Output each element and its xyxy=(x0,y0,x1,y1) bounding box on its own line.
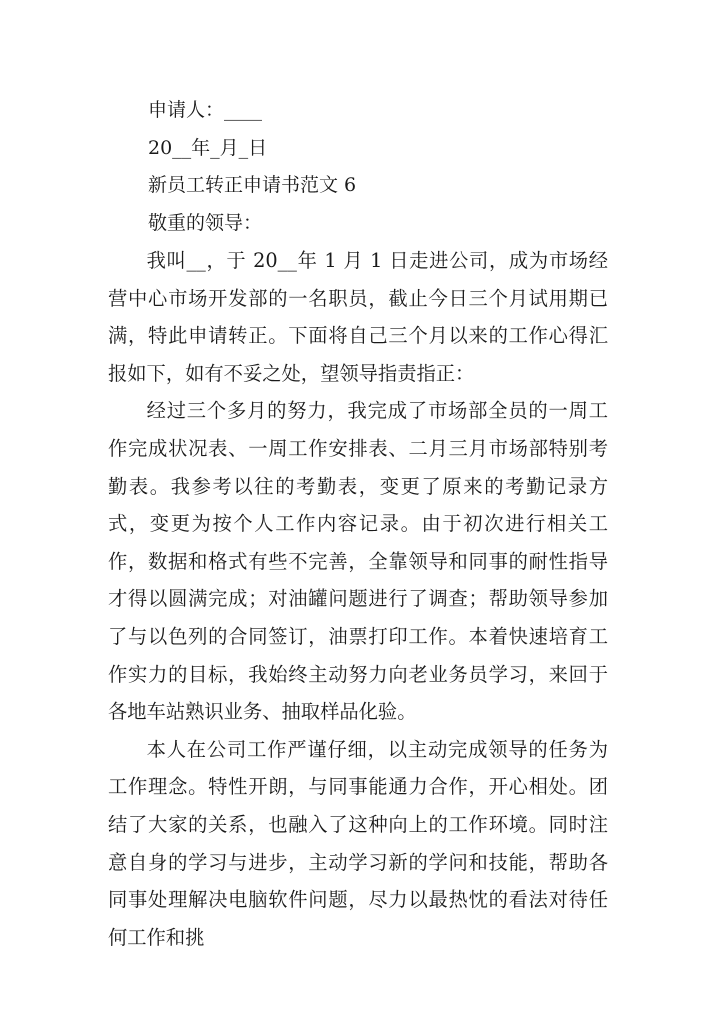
body-paragraph-attitude: 本人在公司工作严谨仔细，以主动完成领导的任务为工作理念。特性开朗，与同事能通力合作，开心相处。团结了大家的关系，也融入了这种向上的工作环境。同时注意自身的学习与进步，主动学习新的学问和技能，帮助各同事处理解决电脑软件问题，尽力以最热忱的看法对待任何工作和挑 xyxy=(108,737,608,949)
body-paragraph-intro: 我叫__，于 20__年 1 月 1 日走进公司，成为市场经营中心市场开发部的一名职员，截止今日三个月试用期已满，特此申请转正。下面将自己三个月以来的工作心得汇报如下，如有不妥之处，望领导指责指正： xyxy=(108,249,608,385)
salutation-line: 敬重的领导： xyxy=(148,211,263,234)
applicant-line: 申请人：____ xyxy=(148,99,263,121)
document-page xyxy=(108,92,608,956)
body-paragraph-work: 经过三个多月的努力，我完成了市场部全员的一周工作完成状况表、一周工作安排表、二月三月市场部特别考勤表。我参考以往的考勤表，变更了原来的考勤记录方式，变更为按个人工作内容记录。由于初次进行相关工作，数据和格式有些不完善，全靠领导和同事的耐性指导才得以圆满完成；对油罐问题进行了调查；帮助领导参加了与以色列的合同签订，油票打印工作。本着快速培育工作实力的目标，我始终主动努力向老业务员学习，来回于各地车站熟识业务、抽取样品化验。 xyxy=(108,399,608,724)
date-line: 20__年_月_日 xyxy=(148,136,268,159)
document-title: 新员工转正申请书范文 6 xyxy=(148,174,357,196)
